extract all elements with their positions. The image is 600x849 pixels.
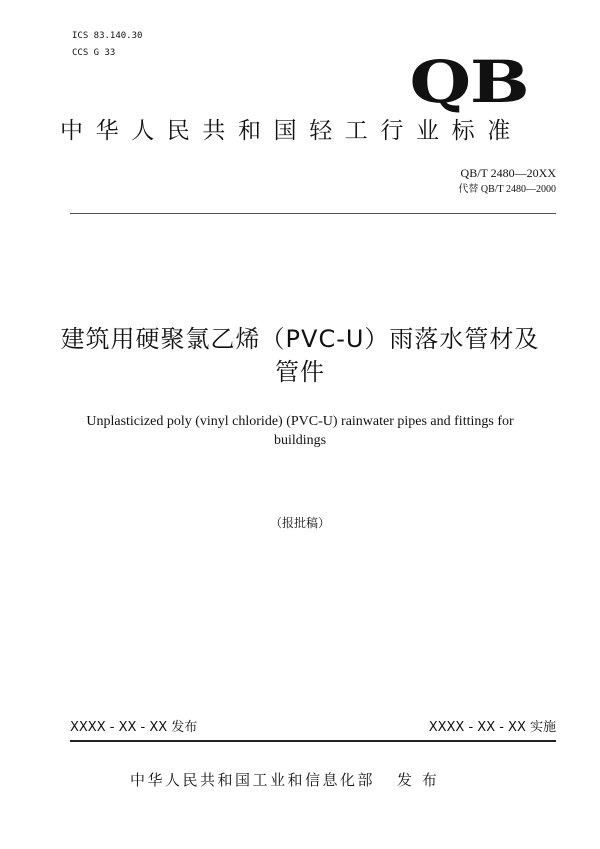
chinese-title-line-1: 建筑用硬聚氯乙烯（PVC-U）雨落水管材及 [60,325,540,353]
chinese-title [40,323,560,389]
english-title-line-1: Unplasticized poly (vinyl chloride) (PVC-U) rainwater pipes and fittings for [86,414,514,429]
draft-status: （报批稿） [269,516,330,530]
header-divider [70,213,556,214]
english-title [60,412,540,450]
english-title-line-2: buildings [273,433,327,448]
chinese-title-line-2: 管件 [275,358,325,386]
replaces-standard: 代替 QB/T 2480—2000 [458,184,556,195]
standard-type-heading: 中华人民共和国轻工行业标准 [60,118,523,143]
standard-code: QB/T 2480—20XX [460,166,556,180]
qb-logo: QB [409,48,529,116]
ccs-code: CCS G 33 [72,48,116,58]
footer-divider [70,740,556,742]
ics-code: ICS 83.140.30 [72,31,143,41]
issue-date: XXXX - XX - XX 发布 [70,720,198,735]
issuer-line [130,770,490,790]
issuer-name: 中华人民共和国工业和信息化部 [130,771,376,789]
issuer-suffix: 发 布 [397,771,440,789]
implementation-date: XXXX - XX - XX 实施 [428,720,556,735]
